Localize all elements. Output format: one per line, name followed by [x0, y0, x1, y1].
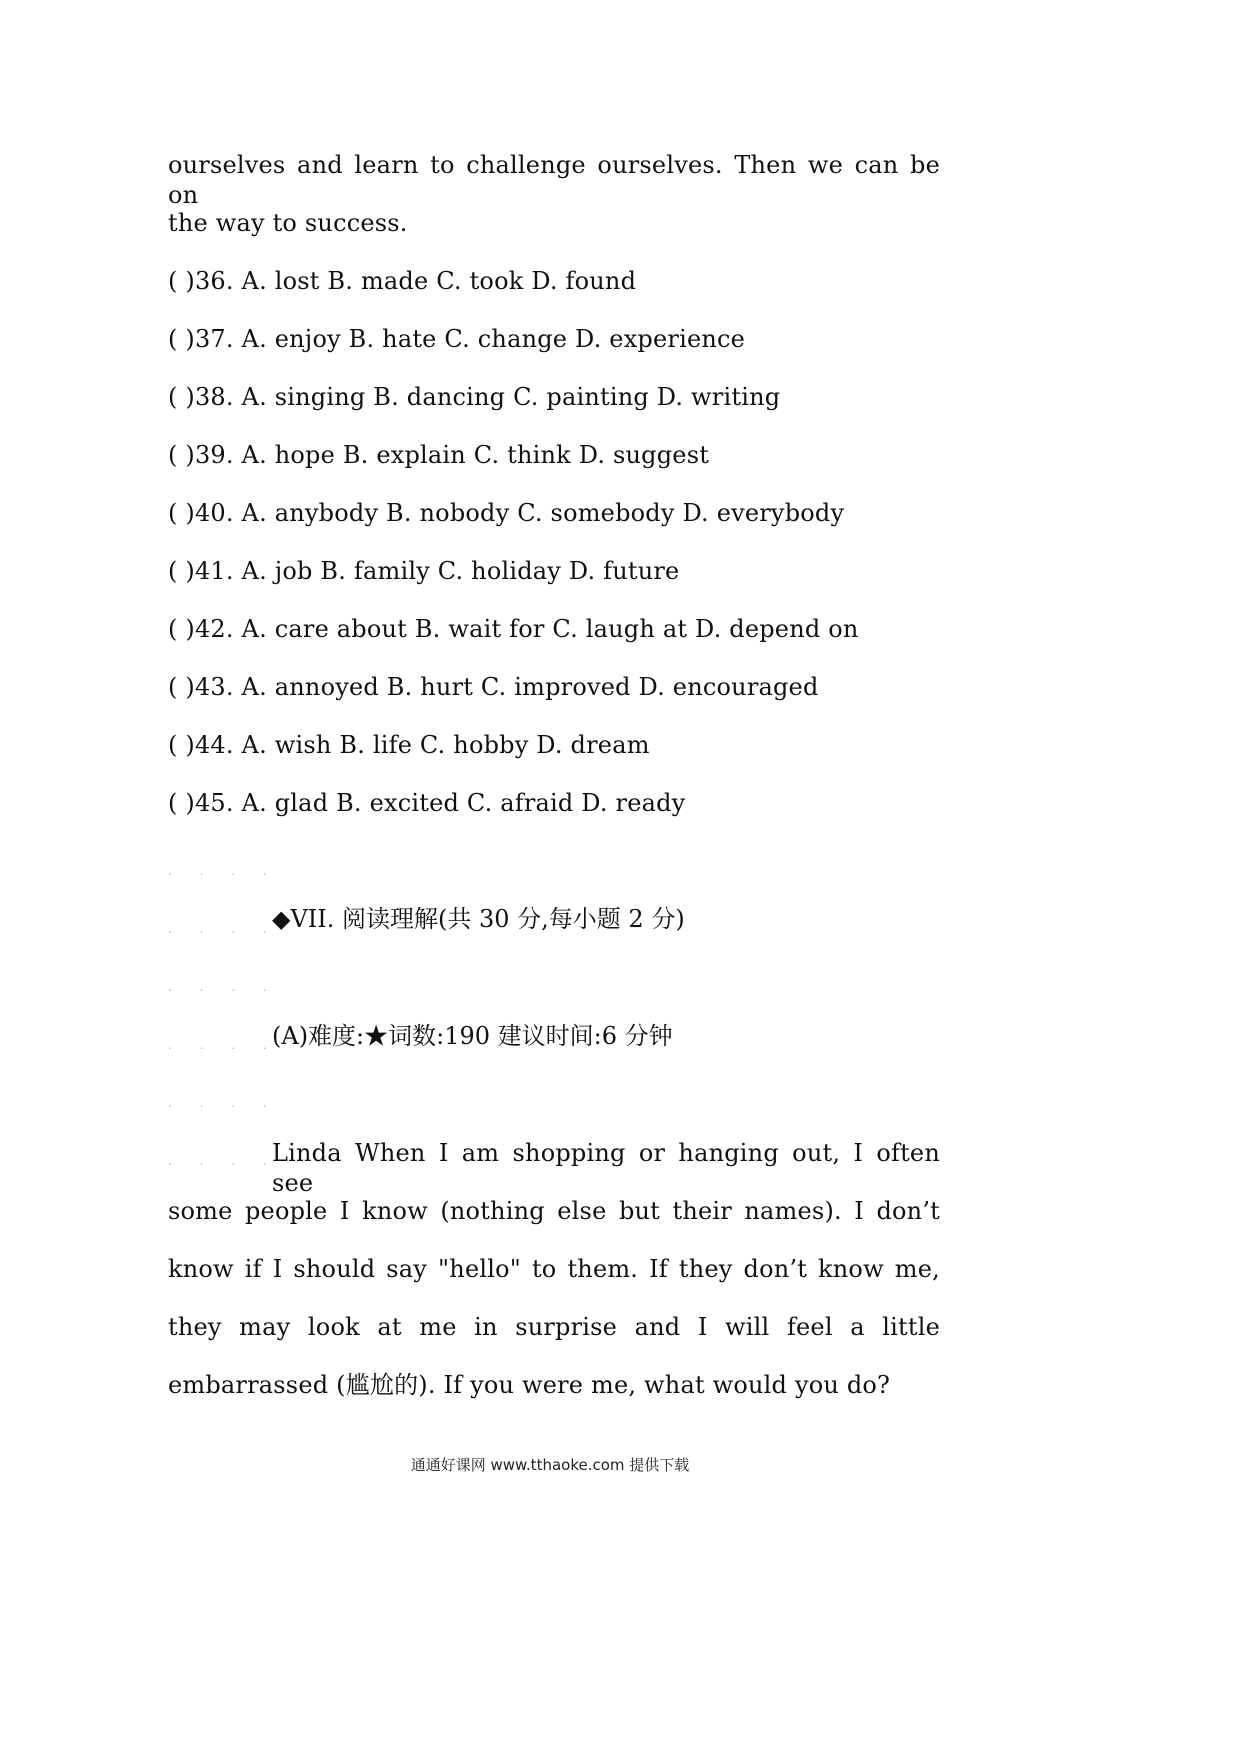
question-44: ( )44. A. wish B. life C. hobby D. dream: [168, 731, 650, 759]
question-37: ( )37. A. enjoy B. hate C. change D. experience: [168, 325, 746, 353]
question-43: ( )43. A. annoyed B. hurt C. improved D. encouraged: [168, 673, 819, 701]
dot-leader: . . . .: [168, 1154, 279, 1168]
question-42: ( )42. A. care about B. wait for C. laugh at D. depend on: [168, 615, 859, 643]
question-40: ( )40. A. anybody B. nobody C. somebody D. everybody: [168, 499, 845, 527]
section-heading: ◆VII. 阅读理解(共 30 分,每小题 2 分): [272, 905, 685, 933]
passage-line-1: ourselves and learn to challenge ourselves. Then we can be on: [168, 151, 940, 209]
reading-line-4: they may look at me in surprise and I will feel a little: [168, 1313, 940, 1341]
reading-line-3: know if I should say "hello" to them. If they don’t know me,: [168, 1255, 940, 1283]
dot-leader: . . . .: [168, 864, 279, 878]
dot-leader: . . . .: [168, 980, 279, 994]
reading-line-1: Linda When I am shopping or hanging out, I often see: [272, 1139, 940, 1197]
reading-line-2: some people I know (nothing else but their names). I don’t: [168, 1197, 940, 1225]
question-41: ( )41. A. job B. family C. holiday D. future: [168, 557, 680, 585]
page-footer: 通通好课网 www.tthaoke.com 提供下载: [410, 1456, 690, 1474]
passage-line-2: the way to success.: [168, 209, 408, 237]
reading-line-5: embarrassed (尴尬的). If you were me, what would you do?: [168, 1371, 891, 1399]
question-38: ( )38. A. singing B. dancing C. painting D. writing: [168, 383, 781, 411]
dot-leader: . . . .: [168, 1096, 279, 1110]
question-39: ( )39. A. hope B. explain C. think D. suggest: [168, 441, 710, 469]
dot-leader: . . . .: [168, 1038, 279, 1052]
dot-leader: . . . .: [168, 922, 279, 936]
question-36: ( )36. A. lost B. made C. took D. found: [168, 267, 637, 295]
passage-info-heading: (A)难度:★词数:190 建议时间:6 分钟: [272, 1022, 673, 1050]
question-45: ( )45. A. glad B. excited C. afraid D. ready: [168, 789, 686, 817]
